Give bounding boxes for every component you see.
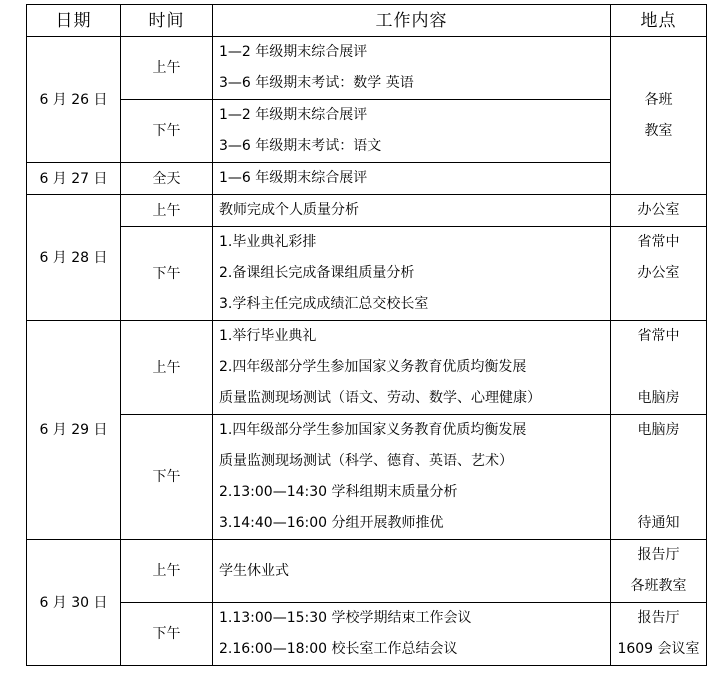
date-cell: 6 月 26 日 — [27, 37, 121, 163]
place-line: 办公室 — [637, 202, 680, 218]
content-line: 2.备课组长完成备课组质量分析 — [219, 265, 415, 281]
time-cell: 全天 — [121, 163, 213, 195]
time-cell: 下午 — [121, 100, 213, 163]
table-row — [27, 195, 707, 227]
place-line: 各班教室 — [630, 578, 687, 594]
content-line: 学生休业式 — [219, 562, 289, 579]
content-cell — [213, 603, 611, 666]
content-cell — [213, 37, 611, 100]
time-cell: 下午 — [121, 415, 213, 540]
content-cell — [213, 321, 611, 415]
content-line: 3—6 年级期末考试：数学 英语 — [219, 75, 414, 91]
place-line: 教室 — [644, 122, 673, 139]
content-cell — [213, 227, 611, 321]
table-row — [27, 100, 707, 163]
content-cell — [213, 163, 611, 195]
place-cell — [611, 227, 707, 321]
table-row — [27, 603, 707, 666]
place-cell — [611, 321, 707, 415]
table-row — [27, 37, 707, 100]
place-line: 报告厅 — [637, 547, 680, 563]
header-time: 时间 — [121, 5, 213, 37]
table-row — [27, 163, 707, 195]
content-cell — [213, 100, 611, 163]
content-cell — [213, 540, 611, 603]
date-cell: 6 月 27 日 — [27, 163, 121, 195]
content-line: 1—2 年级期末综合展评 — [219, 44, 368, 60]
content-line: 1.13:00—15:30 学校学期结束工作会议 — [219, 610, 472, 626]
schedule-table — [26, 4, 707, 666]
date-cell: 6 月 29 日 — [27, 321, 121, 540]
time-cell: 下午 — [121, 603, 213, 666]
table-row — [27, 540, 707, 603]
content-line: 1—6 年级期末综合展评 — [219, 170, 368, 186]
content-line: 3—6 年级期末考试：语文 — [219, 138, 382, 154]
header-date: 日期 — [27, 5, 121, 37]
content-line: 3.学科主任完成成绩汇总交校长室 — [219, 296, 429, 312]
table-row — [27, 415, 707, 540]
content-line: 质量监测现场测试（科学、德育、英语、艺术） — [219, 453, 513, 469]
date-cell: 6 月 30 日 — [27, 540, 121, 666]
content-cell — [213, 195, 611, 227]
content-line: 1.毕业典礼彩排 — [219, 234, 317, 250]
place-line: 电脑房 — [637, 422, 680, 438]
place-line: 待通知 — [637, 515, 680, 531]
content-line: 1.四年级部分学生参加国家义务教育优质均衡发展 — [219, 422, 527, 438]
time-cell: 下午 — [121, 227, 213, 321]
header-place: 地点 — [611, 5, 707, 37]
place-line: 电脑房 — [637, 390, 680, 406]
table-row — [27, 227, 707, 321]
content-line: 1—2 年级期末综合展评 — [219, 107, 368, 123]
content-line: 2.四年级部分学生参加国家义务教育优质均衡发展 — [219, 359, 527, 375]
place-line: 省常中 — [637, 234, 680, 250]
content-line: 2.16:00—18:00 校长室工作总结会议 — [219, 641, 458, 657]
place-line: 1609 会议室 — [617, 641, 700, 657]
header-content: 工作内容 — [213, 5, 611, 37]
place-cell — [611, 603, 707, 666]
time-cell: 上午 — [121, 540, 213, 603]
place-line: 省常中 — [637, 328, 680, 344]
table-row — [27, 321, 707, 415]
content-line: 1.举行毕业典礼 — [219, 328, 317, 344]
place-cell — [611, 195, 707, 227]
place-line: 办公室 — [637, 265, 680, 281]
place-line: 报告厅 — [637, 610, 680, 626]
place-cell — [611, 415, 707, 540]
place-cell — [611, 37, 707, 195]
content-line: 质量监测现场测试（语文、劳动、数学、心理健康） — [219, 390, 541, 406]
time-cell: 上午 — [121, 321, 213, 415]
content-line: 教师完成个人质量分析 — [219, 202, 359, 218]
place-line: 各班 — [644, 91, 673, 108]
date-cell: 6 月 28 日 — [27, 195, 121, 321]
content-cell — [213, 415, 611, 540]
header-row — [27, 5, 707, 37]
place-cell — [611, 540, 707, 603]
content-line: 2.13:00—14:30 学科组期末质量分析 — [219, 484, 458, 500]
content-line: 3.14:40—16:00 分组开展教师推优 — [219, 515, 444, 531]
time-cell: 上午 — [121, 37, 213, 100]
time-cell: 上午 — [121, 195, 213, 227]
